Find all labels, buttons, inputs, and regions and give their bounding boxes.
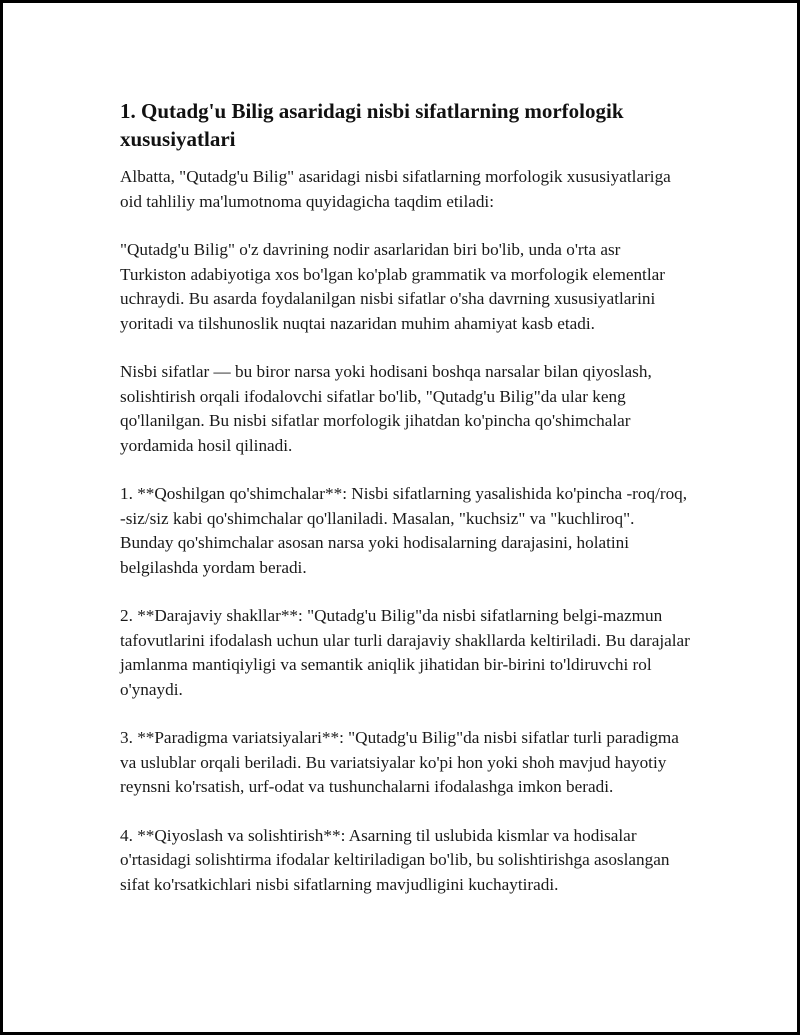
paragraph-point-4: 4. **Qiyoslash va solishtirish**: Asarning til uslubida kismlar va hodisalar o'rtasidagi solishtirma ifodalar keltiriladigan bo'lib, bu solishtirishga asoslangan sifat ko'rsatkichlari nisbi sifatlarning mavjudligini kuchaytiradi. — [120, 825, 670, 894]
paragraph-definition: Nisbi sifatlar — bu biror narsa yoki hodisani boshqa narsalar bilan qiyoslash, solishtirish orqali ifodalovchi sifatlar bo'lib, "Qutadg'u Bilig"da ular keng qo'llanilgan. Bu nisbi sifatlar morfologik jihatdan ko'pincha qo'shimchalar yordamida hosil qilinadi. — [120, 362, 652, 455]
paragraph-point-1: 1. **Qoshilgan qo'shimchalar**: Nisbi sifatlarning yasalishida ko'pincha -roq/roq, -siz/siz kabi qo'shimchalar qo'llaniladi. Masalan, "kuchsiz" va "kuchliroq". Bunday qo'shimchalar asosan narsa yoki hodisalarning darajasini, holatini belgilashda yordam beradi. — [120, 484, 688, 577]
paragraph-intro: Albatta, "Qutadg'u Bilig" asaridagi nisbi sifatlarning morfologik xususiyatlariga oid tahliliy ma'lumotnoma quyidagicha taqdim etiladi: — [120, 167, 671, 211]
document-body — [120, 97, 690, 897]
paragraph-context: "Qutadg'u Bilig" o'z davrining nodir asarlaridan biri bo'lib, unda o'rta asr Turkiston adabiyotiga xos bo'lgan ko'plab grammatik va morfologik elementlar uchraydi. Bu asarda foydalanilgan nisbi sifatlar o'sha davrning xususiyatlarini yoritadi va tilshunoslik nuqtai nazaridan muhim ahamiyat kasb etadi. — [120, 240, 665, 333]
paragraph-point-3: 3. **Paradigma variatsiyalari**: "Qutadg'u Bilig"da nisbi sifatlar turli paradigma va uslublar orqali beriladi. Bu variatsiyalar ko'pi hon yoki shoh mavjud hayotiy reynsni ko'rsatish, urf-odat va tushunchalarni ifodalashga imkon beradi. — [120, 728, 679, 796]
document-heading: 1. Qutadg'u Bilig asaridagi nisbi sifatlarning morfologik xususiyatlari — [120, 99, 624, 151]
paragraph-point-2: 2. **Darajaviy shakllar**: "Qutadg'u Bilig"da nisbi sifatlarning belgi-mazmun tafovutlarini ifodalash uchun ular turli darajaviy shakllarda keltiriladi. Bu darajalar jamlanma mantiqiyligi va semantik aniqlik jihatidan bir-birini to'ldiruvchi rol o'ynaydi. — [120, 606, 690, 699]
